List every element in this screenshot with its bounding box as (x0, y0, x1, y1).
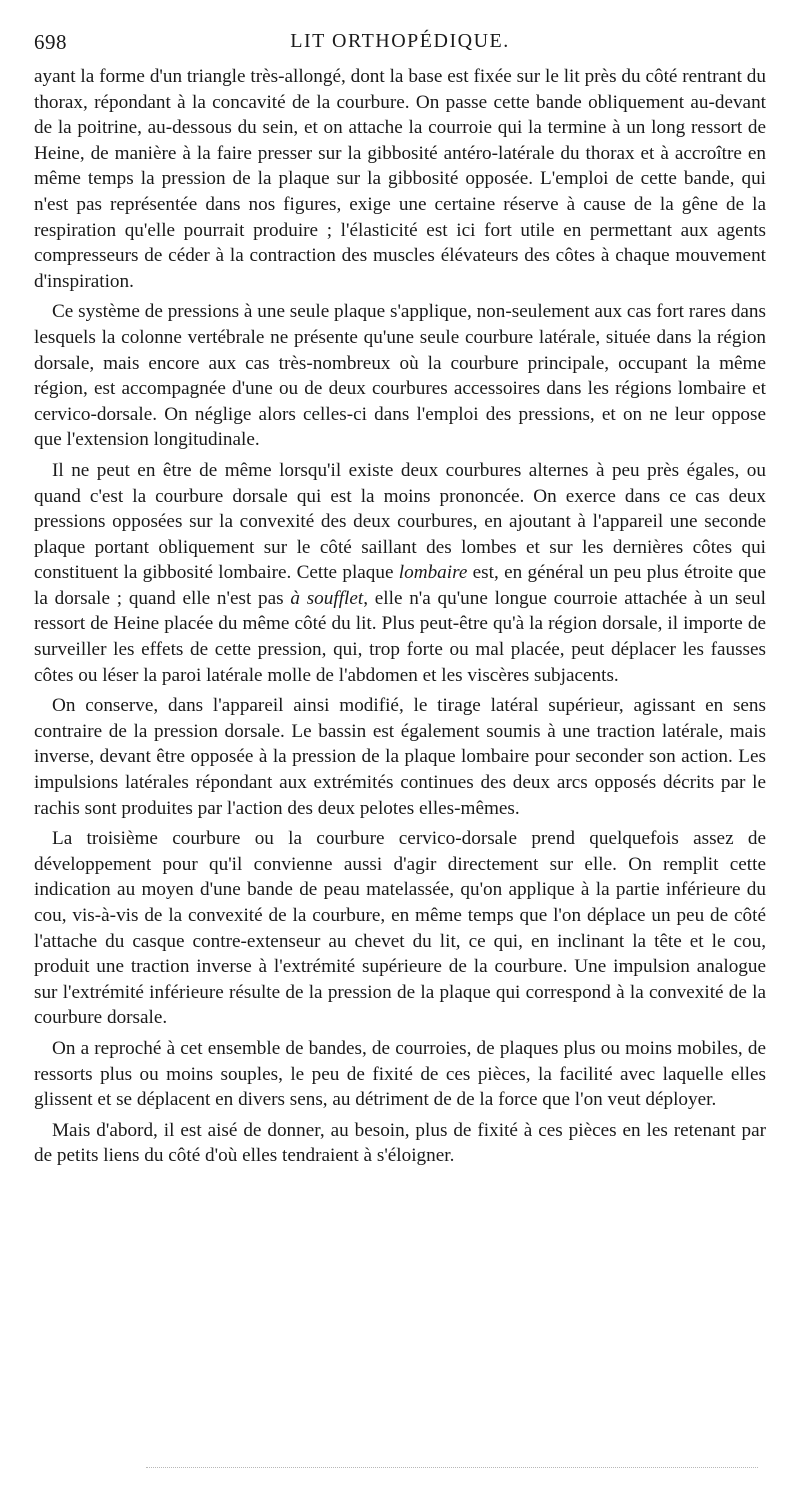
running-title: LIT ORTHOPÉDIQUE. (290, 30, 510, 52)
paragraph-3 (34, 458, 766, 688)
paragraph-2: Ce système de pressions à une seule plaque s'applique, non-seulement aux cas fort rares dans lesquels la colonne vertébrale ne présente qu'une seule courbure latérale, située dans la région dorsale, mais encore aux cas très-nombreux où la courbure principale, occupant la même région, est accompagnée d'une ou de deux courbures accessoires dans les régions lombaire et cervico-dorsale. On néglige alors celles-ci dans l'emploi des pressions, et on ne leur oppose que l'extension longitudinale. (34, 301, 766, 451)
italic-term-lombaire: lombaire (398, 562, 468, 584)
footer-bleed-through-line (146, 1467, 758, 1468)
paragraph-5: La troisième courbure ou la courbure cervico-dorsale prend quelquefois assez de développement pour qu'il convienne aussi d'agir directement sur elle. On remplit cette indication au moyen d'une bande de peau matelassée, qu'on applique à la partie inférieure du cou, vis-à-vis de la convexité de la courbure, en même temps que l'on déplace un peu de côté l'attache du casque contre-extenseur au chevet du lit, ce qui, en inclinant la tête et le cou, produit une traction inverse à l'extrémité supérieure de la courbure. Une impulsion analogue sur l'extrémité inférieure résulte de la pression de la plaque qui correspond à la convexité de la courbure dorsale. (34, 828, 766, 1029)
paragraph-3-text-b: est, en général un peu plus étroite que la dorsale ; quand elle n'est pas (34, 562, 766, 609)
paragraph-6: On a reproché à cet ensemble de bandes, de courroies, de plaques plus ou moins mobiles, de ressorts plus ou moins souples, le peu de fixité de ces pièces, la facilité avec laquelle elles glissent et se déplacent en divers sens, au détriment de de la force que l'on veut déployer. (34, 1037, 766, 1111)
paragraph-7: Mais d'abord, il est aisé de donner, au besoin, plus de fixité à ces pièces en les retenant par de petits liens du côté d'où elles tendraient à s'éloigner. (34, 1119, 766, 1167)
paragraph-3-text-c: , elle n'a qu'une longue courroie attachée à un seul ressort de Heine placée du même côté du lit. Plus peut-être qu'à la région dorsale, il importe de surveiller les effets de cette pression, qui, trop forte ou mal placée, peut déplacer les fausses côtes ou léser la paroi latérale molle de l'abdomen et les viscères subjacents. (34, 587, 766, 686)
paragraph-4: On conserve, dans l'appareil ainsi modifié, le tirage latéral supérieur, agissant en sens contraire de la pression dorsale. Le bassin est également soumis à une traction latérale, mais inverse, devant être opposée à la pression de la plaque lombaire pour seconder son action. Les impulsions latérales répondant aux extrémités continues des deux arcs opposés décrits par le rachis sont produites par l'action des deux pelotes elles-mêmes. (34, 695, 766, 819)
paragraph-1: ayant la forme d'un triangle très-allongé, dont la base est fixée sur le lit près du côté rentrant du thorax, répondant à la concavité de la courbure. On passe cette bande obliquement au-devant de la poitrine, au-dessous du sein, et on attache la courroie qui la termine à un long ressort de Heine, de manière à la faire presser sur la gibbosité antéro-latérale du thorax et à accroître en même temps la pression de la plaque sur la gibbosité opposée. L'emploi de cette bande, qui n'est pas représentée dans nos figures, exige une certaine réserve à cause de la gêne de la respiration qu'elle pourrait produire ; l'élasticité est ici fort utile en permettant aux agents compresseurs de céder à la contraction des muscles élévateurs des côtes à chaque mouvement d'inspiration. (34, 66, 766, 292)
body-text (34, 64, 766, 1169)
italic-term-a-soufflet: à soufflet (290, 587, 364, 609)
page (34, 30, 766, 1169)
paragraph-3-text-a: Il ne peut en être de même lorsqu'il existe deux courbures alternes à peu près égales, ou quand c'est la courbure dorsale qui est la moins prononcée. On exerce dans ce cas deux pressions opposées sur la convexité des deux courbures, en ajoutant à l'appareil une seconde plaque portant obliquement sur le côté saillant des lombes et sur les dernières côtes qui constituent la gibbosité lombaire. Cette plaque (34, 459, 766, 584)
page-header (34, 30, 766, 60)
page-number: 698 (34, 30, 67, 54)
